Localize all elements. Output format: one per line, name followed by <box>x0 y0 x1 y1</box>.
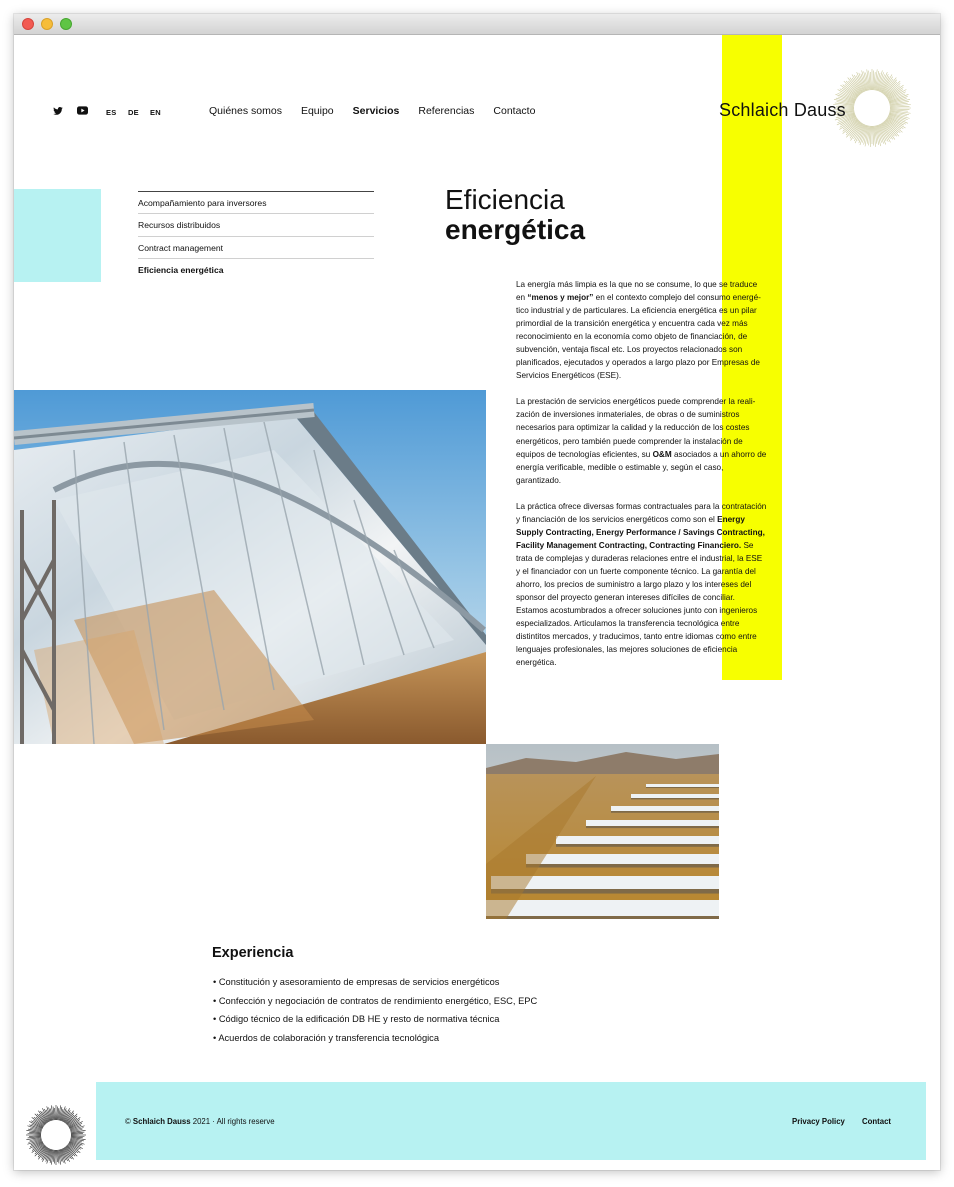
page-title-line1: Eficiencia <box>445 184 565 215</box>
minimize-window-button[interactable] <box>41 18 53 30</box>
maximize-window-button[interactable] <box>60 18 72 30</box>
subnav-item-contract[interactable]: Contract management <box>138 237 374 259</box>
nav-item-contacto[interactable]: Contacto <box>493 105 536 117</box>
services-subnav <box>138 191 374 281</box>
sunburst-footer-logo-icon[interactable] <box>25 1104 87 1166</box>
close-window-button[interactable] <box>22 18 34 30</box>
paragraph-3: La práctica ofrece diversas formas contractuales para la contratación y financiación de los servicios energéticos como son el Energy Supply Contracting, Energy Performance / Savings Contracting, Facility Management Contracting, Contracting Financiero. Se trata de complejas y duraderas relaciones entre el industrial, la ESE y el financiador con un fuerte componente técnico. La garantía del ahorro, los precios de suministro a largo plazo y los intereses del sponsor del proyecto generan intereses difíciles de conciliar. Estamos acostumbrados a ofrecer soluciones junto con ingenieros especializados. Articulamos la transferencia tecnológica entre distintitos mercados, y traducimos, tanto entre idiomas como entre lenguajes profesionales, las mejores soluciones de eficiencia energética. <box>516 501 767 668</box>
browser-window <box>14 14 940 1170</box>
subnav-item-recursos[interactable]: Recursos distribuidos <box>138 214 374 236</box>
nav-item-equipo[interactable]: Equipo <box>300 105 334 117</box>
paragraph-1: La energía más limpia es la que no se consume, lo que se traduce en “menos y mejor” en el contexto complejo del consumo energético industrial y de particulares. La eficiencia energética es un pilar primordial de la transición energética y encuentra cada vez más reconocimiento en la economía como objeto de financiación, de subvención, ventaja fiscal etc. Los proyectos relacionados son planificados, ejecutados y operados a largo plazo por Empresas de Servicios Energéticos (ESE). <box>516 280 761 381</box>
list-item: • Código técnico de la edificación DB HE y resto de normativa técnica <box>213 1014 500 1025</box>
web-page <box>14 35 940 1170</box>
privacy-policy-link[interactable]: Privacy Policy <box>792 1117 845 1126</box>
lang-es[interactable]: ES <box>106 108 117 117</box>
footer <box>96 1082 926 1160</box>
nav-item-servicios[interactable]: Servicios <box>352 105 400 117</box>
nav-item-referencias[interactable]: Referencias <box>418 105 475 117</box>
nav-item-quienes-somos[interactable]: Quiénes somos <box>209 105 282 117</box>
experience-heading: Experiencia <box>212 945 294 961</box>
main-nav <box>209 105 554 117</box>
twitter-link[interactable] <box>53 107 63 115</box>
list-item: • Confección y negociación de contratos de rendimiento energético, ESC, EPC <box>213 995 538 1006</box>
subnav-item-eficiencia[interactable]: Eficiencia energética <box>138 264 224 275</box>
cyan-accent-block <box>14 189 101 282</box>
footer-contact-link[interactable]: Contact <box>862 1117 892 1126</box>
page-title-line2: energética <box>445 214 586 245</box>
browser-titlebar <box>14 14 940 35</box>
lang-de[interactable]: DE <box>128 108 139 117</box>
copyright-text: © Schlaich Dauss 2021 · All rights reserve <box>125 1117 275 1126</box>
solar-trough-photo <box>14 390 486 744</box>
subnav-item-inversores[interactable]: Acompañamiento para inversores <box>138 192 374 214</box>
twitter-icon <box>53 107 63 115</box>
page-title <box>445 185 585 245</box>
solar-field-photo <box>486 744 719 919</box>
brand-logo-text[interactable]: Schlaich Dauss <box>719 100 846 120</box>
list-item: • Constitución y asesoramiento de empresas de servicios energéticos <box>213 977 500 987</box>
youtube-link[interactable] <box>77 106 88 115</box>
article-body <box>516 278 768 682</box>
list-item: • Acuerdos de colaboración y transferencia tecnológica <box>213 1032 439 1043</box>
lang-en[interactable]: EN <box>150 108 161 117</box>
paragraph-2: La prestación de servicios energéticos puede comprender la realización de inversiones inmateriales, de obras o de suministros necesarios para optimizar la calidad y la reducción de los costes energéticos, pero también puede comprender la instalación de equipos de tecnologías eficientes, su O&M asociados a un ahorro de energía verificable, medible o estimable y, según el caso, garantizado. <box>516 397 767 485</box>
youtube-icon <box>77 106 88 115</box>
experience-list <box>213 975 537 1049</box>
